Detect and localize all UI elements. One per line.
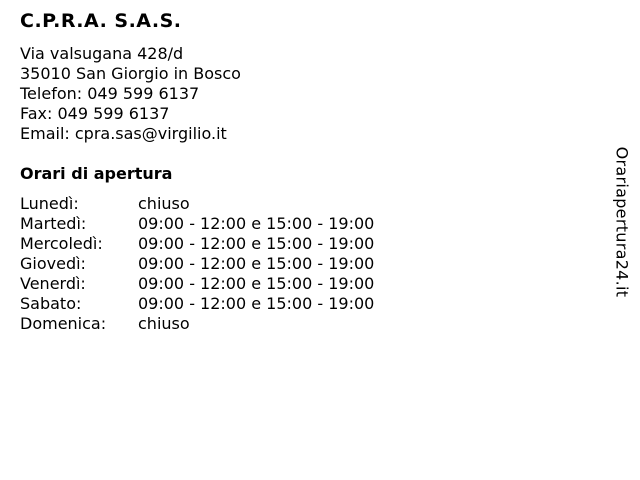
- day-label: Lunedì:: [20, 194, 79, 213]
- email-address: Email: cpra.sas@virgilio.it: [20, 124, 227, 143]
- day-label: Giovedì:: [20, 254, 86, 273]
- phone-number: Telefon: 049 599 6137: [20, 84, 200, 103]
- time-value: chiuso: [138, 194, 190, 213]
- hours-row-friday: [20, 274, 374, 294]
- day-label: Mercoledì:: [20, 234, 103, 253]
- day-label: Martedì:: [20, 214, 87, 233]
- opening-hours-heading: Orari di apertura: [20, 164, 173, 183]
- time-value: 09:00 - 12:00 e 15:00 - 19:00: [138, 254, 375, 273]
- time-value: 09:00 - 12:00 e 15:00 - 19:00: [138, 294, 375, 313]
- hours-row-monday: [20, 194, 374, 214]
- hours-row-thursday: [20, 254, 374, 274]
- time-value: 09:00 - 12:00 e 15:00 - 19:00: [138, 274, 375, 293]
- time-value: chiuso: [138, 314, 190, 333]
- day-label: Domenica:: [20, 314, 107, 333]
- contact-block: [20, 44, 241, 144]
- time-value: 09:00 - 12:00 e 15:00 - 19:00: [138, 214, 375, 233]
- time-value: 09:00 - 12:00 e 15:00 - 19:00: [138, 234, 375, 253]
- opening-hours-table: [20, 194, 374, 334]
- fax-number: Fax: 049 599 6137: [20, 104, 170, 123]
- day-label: Venerdì:: [20, 274, 86, 293]
- business-name: C.P.R.A. S.A.S.: [20, 10, 182, 32]
- address-street: Via valsugana 428/d: [20, 44, 184, 63]
- day-label: Sabato:: [20, 294, 82, 313]
- hours-row-sunday: [20, 314, 374, 334]
- site-watermark: Orariapertura24.it: [612, 146, 632, 298]
- hours-row-tuesday: [20, 214, 374, 234]
- hours-row-saturday: [20, 294, 374, 314]
- address-city: 35010 San Giorgio in Bosco: [20, 64, 241, 83]
- hours-row-wednesday: [20, 234, 374, 254]
